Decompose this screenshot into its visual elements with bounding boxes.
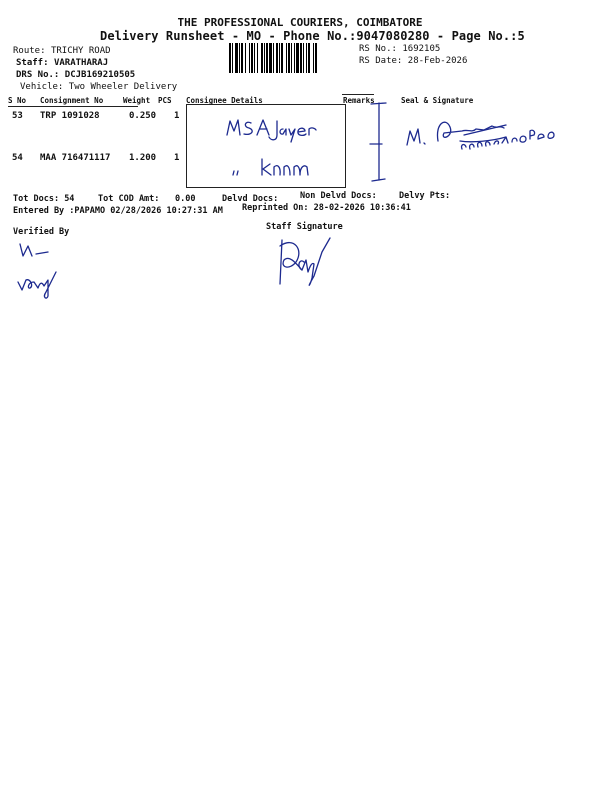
row2-handwriting bbox=[232, 155, 322, 181]
row1-handwriting bbox=[225, 115, 335, 145]
entered-by: Entered By :PAPAMO 02/28/2026 10:27:31 AM bbox=[13, 206, 223, 216]
drs-value: DCJB169210505 bbox=[64, 70, 136, 80]
remarks-mark bbox=[368, 100, 388, 185]
route-value: TRICHY ROAD bbox=[50, 46, 111, 56]
staff-signature bbox=[272, 232, 342, 294]
staff-signature-label: Staff Signature bbox=[266, 222, 343, 232]
route-label: Route: bbox=[13, 46, 46, 56]
col-consignment: Consignment No bbox=[40, 96, 104, 105]
rs-no-line bbox=[359, 44, 440, 54]
delvd-docs-label: Delvd Docs: bbox=[222, 194, 279, 204]
col-consignee: Consignee Details bbox=[186, 96, 263, 105]
row-sno: 53 bbox=[12, 111, 23, 121]
staff-label: Staff: bbox=[16, 58, 49, 68]
col-remarks: Remarks bbox=[343, 96, 375, 105]
tot-cod-value: 0.00 bbox=[175, 194, 196, 204]
route-line bbox=[13, 46, 111, 56]
row-sno: 54 bbox=[12, 153, 23, 163]
vehicle-line bbox=[20, 82, 177, 92]
rs-no-value: 1692105 bbox=[402, 44, 441, 54]
tot-docs-value: 54 bbox=[64, 194, 75, 204]
staff-line bbox=[16, 58, 108, 68]
row-weight: 0.250 bbox=[129, 111, 157, 121]
row-pcs: 1 bbox=[174, 153, 180, 163]
delvy-pts-label: Delvy Pts: bbox=[399, 191, 451, 201]
staff-value: VARATHARAJ bbox=[53, 58, 109, 68]
col-sno: S No bbox=[8, 96, 27, 105]
verified-by-label: Verified By bbox=[13, 227, 70, 237]
rs-date-line bbox=[359, 56, 467, 66]
barcode bbox=[229, 43, 356, 73]
header-rule-left bbox=[8, 106, 138, 107]
row-consignment: TRP 1091028 bbox=[40, 111, 100, 121]
tot-docs bbox=[13, 194, 74, 204]
col-pcs: PCS bbox=[158, 96, 172, 105]
row-consignment: MAA 716471117 bbox=[40, 153, 111, 163]
col-seal: Seal & Signature bbox=[401, 96, 474, 105]
row-pcs: 1 bbox=[174, 111, 180, 121]
vehicle-label: Vehicle: bbox=[20, 82, 64, 92]
col-weight: Weight bbox=[123, 96, 151, 105]
tot-cod-label: Tot COD Amt: bbox=[98, 194, 160, 204]
vehicle-value: Two Wheeler Delivery bbox=[68, 82, 178, 92]
rs-date-value: 28-Feb-2026 bbox=[407, 56, 468, 66]
seal-signature-scribble bbox=[402, 111, 572, 155]
company-title: THE PROFESSIONAL COURIERS, COIMBATORE bbox=[177, 16, 423, 29]
drs-label: DRS No.: bbox=[16, 70, 60, 80]
rs-no-label: RS No.: bbox=[359, 44, 397, 54]
reprinted-on: Reprinted On: 28-02-2026 10:36:41 bbox=[242, 203, 411, 213]
row-weight: 1.200 bbox=[129, 153, 157, 163]
remarks-rule bbox=[342, 94, 374, 95]
tot-docs-label: Tot Docs: bbox=[13, 194, 60, 204]
verifier-signature bbox=[14, 238, 74, 300]
runsheet-subtitle: Delivery Runsheet - MO - Phone No.:9047080280 - Page No.:5 bbox=[100, 29, 525, 43]
drs-line bbox=[16, 70, 135, 80]
non-delvd-docs-label: Non Delvd Docs: bbox=[300, 191, 377, 201]
rs-date-label: RS Date: bbox=[359, 56, 403, 66]
